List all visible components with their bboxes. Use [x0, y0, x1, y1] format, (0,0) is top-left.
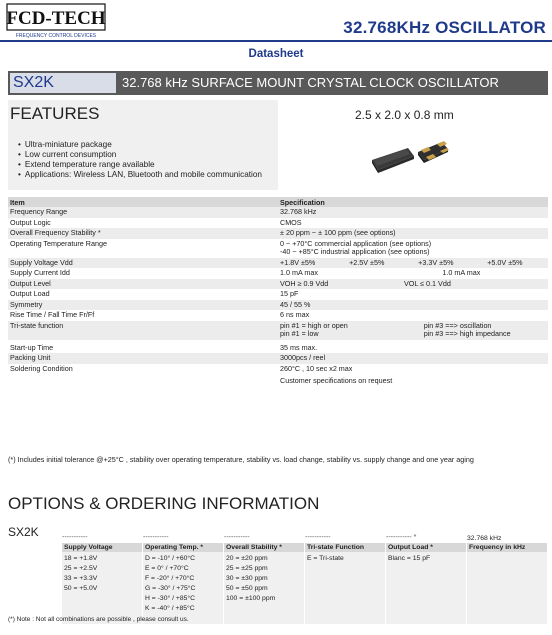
document-title: 32.768KHz OSCILLATOR — [343, 18, 546, 37]
spec-value: ± 20 ppm ~ ± 100 ppm (see options) — [278, 228, 548, 239]
options-heading: OPTIONS & ORDERING INFORMATION — [8, 494, 320, 513]
table-row — [8, 258, 548, 269]
table-row — [8, 300, 548, 311]
option-value: G = -30° / +75°C — [145, 585, 196, 592]
option-placeholder: ----------- — [62, 534, 88, 541]
tristate-line: pin #1 = high or open — [280, 320, 348, 330]
option-placeholder: ----------- — [305, 534, 331, 541]
option-column-supply-voltage — [62, 535, 142, 624]
oscillator-chip-image — [368, 138, 450, 178]
option-column-output-load — [386, 535, 466, 624]
spec-value — [278, 258, 548, 269]
option-body — [62, 552, 142, 624]
option-value: Blanc = 15 pF — [388, 555, 431, 562]
option-column-operating-temp — [143, 535, 223, 624]
voltage-option: +1.8V ±5% — [280, 257, 316, 267]
frequency-value: 32.768 kHz — [467, 535, 502, 542]
spec-value: 6 ns max — [280, 310, 310, 319]
voltage-option: +5.0V ±5% — [487, 257, 523, 267]
spec-item: Output Load — [10, 289, 50, 298]
spec-item: Frequency Range — [8, 207, 278, 218]
custom-spec-note: Customer specifications on request — [280, 376, 393, 385]
spec-value: 35 ms max. — [280, 342, 318, 352]
spec-value: CMOS — [280, 217, 302, 227]
spec-value-line: -40 ~ +85°C industrial application (see options) — [280, 247, 430, 256]
spec-item: Start-up Time — [10, 342, 54, 352]
specification-table — [8, 197, 548, 387]
option-value: 33 = +3.3V — [64, 575, 98, 582]
option-body — [143, 552, 223, 624]
tristate-pin1 — [280, 322, 424, 339]
spec-item: Packing Unit — [8, 353, 278, 364]
features-section — [8, 100, 278, 190]
current-value: 1.0 mA max — [280, 268, 318, 277]
feature-item: • Applications: Wireless LAN, Bluetooth and mobile communication — [18, 170, 262, 180]
option-header: Overall Stability * — [224, 543, 304, 552]
column-header-specification: Specification — [278, 197, 548, 207]
spec-item: Supply Current Idd — [10, 268, 70, 277]
option-body — [305, 552, 385, 624]
spec-value-line: 260°C , 10 sec x2 max — [280, 363, 353, 373]
option-value: 50 = +5.0V — [64, 585, 98, 592]
tristate-line: pin #3 ==> oscillation — [423, 320, 492, 330]
features-list — [18, 140, 262, 180]
option-value: 100 = ±100 ppm — [226, 595, 276, 602]
option-value: E = Tri-state — [307, 555, 344, 562]
option-column-frequency — [467, 535, 547, 624]
option-value: 20 = ±20 ppm — [226, 555, 268, 562]
option-value: K = -40° / +85°C — [145, 605, 195, 612]
spec-item: Output Level — [8, 279, 278, 290]
company-logo — [6, 3, 106, 39]
column-header-item: Item — [8, 197, 278, 207]
spec-value: 15 pF — [280, 289, 299, 298]
spec-value: 45 / 55 % — [278, 300, 548, 311]
table-row — [8, 340, 548, 354]
voltage-option: +3.3V ±5% — [418, 257, 454, 267]
tristate-pin3 — [424, 322, 546, 339]
product-title-bar — [8, 71, 548, 95]
table-row — [8, 218, 548, 229]
option-placeholder: ----------- — [143, 534, 169, 541]
spec-item: Overall Frequency Stability * — [8, 228, 278, 239]
option-value: E = 0° / +70°C — [145, 565, 189, 572]
option-column-tristate — [305, 535, 385, 624]
spec-value — [278, 364, 548, 387]
option-body — [386, 552, 466, 624]
option-header: Output Load * — [386, 543, 466, 552]
spec-value: 32.768 kHz — [278, 207, 548, 218]
spec-item: Output Logic — [10, 217, 51, 227]
option-header: Tri-state Function — [305, 543, 385, 552]
ordering-note: (*) Note : Not all combinations are possible , please consult us. — [8, 616, 189, 623]
option-header: Operating Temp. * — [143, 543, 223, 552]
spec-item: Symmetry — [8, 300, 278, 311]
spec-value-line: 0 ~ +70°C commercial application (see options) — [280, 238, 432, 248]
table-row — [8, 353, 548, 364]
ordering-model: SX2K — [8, 525, 39, 539]
table-row — [8, 364, 548, 387]
tristate-line: pin #1 = low — [280, 329, 319, 338]
table-header-row — [8, 197, 548, 207]
option-value: 30 = ±30 ppm — [226, 575, 268, 582]
option-body — [467, 552, 547, 624]
spec-value — [278, 268, 548, 279]
spec-value: 3000pcs / reel — [278, 353, 548, 364]
datasheet-label: Datasheet — [248, 48, 304, 60]
logo-tagline: FREQUENCY CONTROL DEVICES — [15, 33, 97, 39]
product-title: 32.768 kHz SURFACE MOUNT CRYSTAL CLOCK OSCILLATOR — [122, 75, 499, 90]
spec-item: Supply Voltage Vdd — [8, 258, 278, 269]
option-placeholder: ----------- — [224, 534, 250, 541]
option-body — [224, 552, 304, 624]
option-value: H = -30° / +85°C — [145, 595, 196, 602]
option-column-overall-stability — [224, 535, 304, 624]
features-heading: FEATURES — [10, 104, 100, 123]
feature-item: • Ultra-miniature package — [18, 140, 262, 150]
tristate-line: pin #3 ==> high impedance — [423, 329, 511, 338]
spec-item: Rise Time / Fall Time Fr/Ff — [10, 310, 95, 319]
output-level-high: VOH ≥ 0.9 Vdd — [280, 278, 329, 288]
voltage-option: +2.5V ±5% — [349, 257, 385, 267]
feature-item: • Extend temperature range available — [18, 160, 262, 170]
spec-value — [278, 239, 548, 258]
spec-item: Soldering Condition — [10, 363, 73, 373]
table-row — [8, 321, 548, 340]
option-header: Supply Voltage — [62, 543, 142, 552]
header-divider — [0, 40, 552, 42]
spec-item: Tri-state function — [8, 321, 278, 340]
spec-value — [278, 321, 548, 340]
table-row — [8, 279, 548, 290]
table-row — [8, 239, 548, 258]
stability-footnote: (*) Includes initial tolerance @+25°C , stability over operating temperature, stability vs. load change, stability vs. supply change and one year aging — [8, 455, 474, 464]
spec-item: Operating Temperature Range — [10, 238, 107, 248]
option-value: 50 = ±50 ppm — [226, 585, 268, 592]
option-value: 25 = +2.5V — [64, 565, 98, 572]
table-row — [8, 289, 548, 300]
option-value: 18 = +1.8V — [64, 555, 98, 562]
table-row — [8, 310, 548, 321]
current-value: 1.0 mA max — [442, 268, 481, 277]
option-placeholder: ----------- * — [386, 534, 417, 541]
model-badge: SX2K — [10, 73, 116, 93]
option-value: 25 = ±25 ppm — [226, 565, 268, 572]
option-header: Frequency in kHz — [467, 543, 547, 552]
package-dimensions: 2.5 x 2.0 x 0.8 mm — [355, 108, 454, 122]
logo-text: FCD-TECH — [6, 8, 106, 29]
option-value: F = -20° / +70°C — [145, 575, 195, 582]
page-header — [0, 0, 552, 45]
feature-item: • Low current consumption — [18, 150, 262, 160]
table-row — [8, 268, 548, 279]
spec-value — [278, 279, 548, 290]
table-row — [8, 228, 548, 239]
table-row — [8, 207, 548, 218]
option-value: D = -10° / +60°C — [145, 555, 196, 562]
output-level-low: VOL ≤ 0.1 Vdd — [404, 278, 451, 288]
